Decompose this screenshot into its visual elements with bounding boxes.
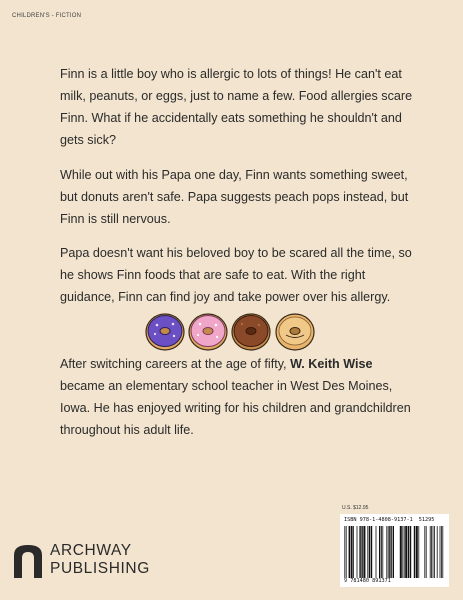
- pink-donut-icon: [189, 314, 227, 350]
- category-label: CHILDREN'S - FICTION: [12, 13, 82, 19]
- barcode-digits: 9 781480 891371: [344, 578, 391, 584]
- author-name: W. Keith Wise: [290, 357, 373, 371]
- purple-donut-icon: [146, 314, 184, 350]
- publisher-name-line2: PUBLISHING: [50, 560, 150, 577]
- publisher-name-line1: ARCHWAY: [50, 542, 132, 559]
- barcode-bars: [343, 526, 446, 578]
- isbn-barcode: [340, 514, 449, 587]
- synopsis-paragraph-1: Finn is a little boy who is allergic to lots of things! He can't eat milk, peanuts, or eggs, just to name a few. Food allergies scare Finn. What if he accidentally eats something he shouldn't and gets sick?: [60, 67, 413, 147]
- publisher-logo: [12, 542, 162, 580]
- chocolate-donut-icon: [232, 314, 270, 350]
- plain-donut-icon: [276, 314, 314, 350]
- archway-logo-icon: [12, 543, 44, 579]
- isbn-number: ISBN 978-1-4808-9137-1 51295: [344, 517, 435, 523]
- author-bio: After switching careers at the age of fifty, W. Keith Wise became an elementary school teacher in West Des Moines, Iowa. He has enjoyed writing for his children and grandchildren throughout his adult life.: [60, 357, 411, 437]
- price-label: U.S. $12.95: [342, 505, 369, 511]
- synopsis-paragraph-3: Papa doesn't want his beloved boy to be scared all the time, so he shows Finn foods that are safe to eat. With the right guidance, Finn can find joy and take power over his allergy.: [60, 246, 412, 304]
- synopsis-paragraph-2: While out with his Papa one day, Finn wants something sweet, but donuts aren't safe. Papa suggests peach pops instead, but Finn is still nervous.: [60, 168, 409, 226]
- donut-illustration: [145, 312, 317, 352]
